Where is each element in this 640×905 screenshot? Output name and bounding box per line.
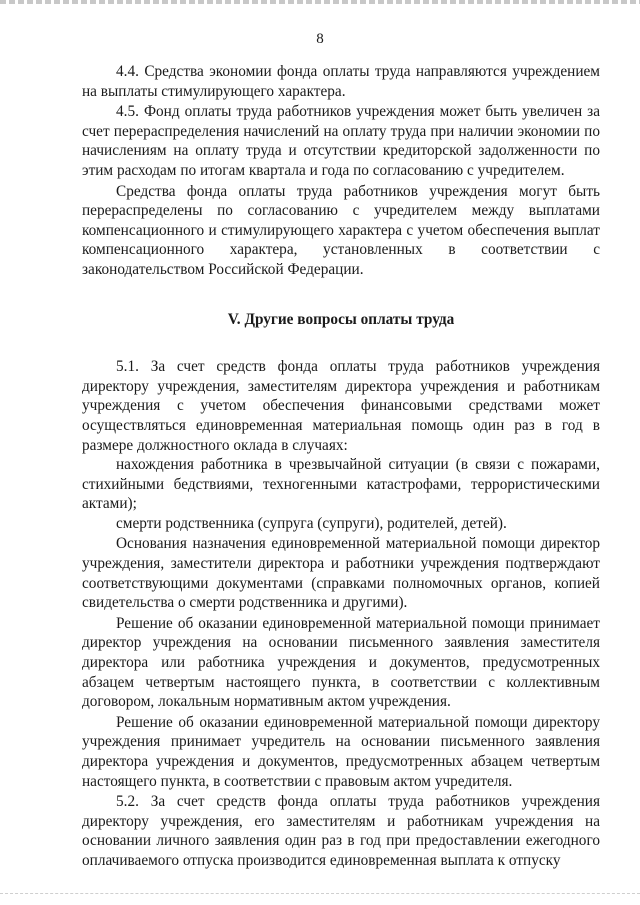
paragraph-4-5-continued: Средства фонда оплаты труда работников учреждения могут быть перераспределены по согласованию с учредителем между выплатами компенсационного и стимулирующего характера с учетом обеспечения выплат компенсационного характера, установленных в соответствии с законодательством Российской Федерации.	[82, 182, 600, 278]
paragraph-case-death: смерти родственника (супруга (супруги), родителей, детей).	[116, 514, 507, 532]
scan-bottom-line	[0, 893, 640, 895]
paragraph-4-5: 4.5. Фонд оплаты труда работников учреждения может быть увеличен за счет перераспределения начислений на оплату труда при наличии экономии по начислениям на оплату труда и отсутствии кредиторской задолженности по этим расходам по итогам квартала и года по согласованию с учредителем.	[82, 103, 600, 179]
paragraph-5-2: 5.2. За счет средств фонда оплаты труда работников учреждения директору учреждения, его заместителям и работникам учреждения на основании личного заявления один раз в год при предоставлении ежегодного оплачиваемого отпуска производится единовременная выплата к отпуску	[82, 793, 600, 869]
paragraph-5-1: 5.1. За счет средств фонда оплаты труда работников учреждения директору учреждения, заместителям директора учреждения и работникам учреждения с учетом обеспечения финансовыми средствами может осуществляться единовременная материальная помощь один раз в год в размере должностного оклада в случаях:	[82, 358, 600, 454]
page-number: 8	[316, 31, 324, 47]
section-heading: V. Другие вопросы оплаты труда	[227, 310, 455, 328]
paragraph-case-emergency: нахождения работника в чрезвычайной ситуации (в связи с пожарами, стихийными бедствиями, техногенными катастрофами, террористическими актами);	[82, 456, 600, 513]
scan-edge-line	[0, 0, 640, 4]
paragraph-decision-founder: Решение об оказании единовременной материальной помощи директору учреждения принимает учредитель на основании письменного заявления директора учреждения и документов, предусмотренных абзацем четвертым настоящего пункта, в соответствии с правовым актом учредителя.	[82, 713, 600, 790]
paragraph-decision-director: Решение об оказании единовременной материальной помощи принимает директор учреждения на основании письменного заявления заместителя директора или работника учреждения и документов, предусмотренных абзацем четвертым настоящего пункта, в соответствии с коллективным договором, локальным нормативным актом учреждения.	[82, 614, 600, 711]
paragraph-4-4: 4.4. Средства экономии фонда оплаты труда направляются учреждением на выплаты стимулирующего характера.	[82, 63, 600, 100]
document-body	[82, 62, 600, 871]
paragraph-grounds: Основания назначения единовременной материальной помощи директор учреждения, заместители директора и работники учреждения подтверждают соответствующими документами (справками полномочных органов, копией свидетельства о смерти родственника и другими).	[82, 535, 600, 612]
